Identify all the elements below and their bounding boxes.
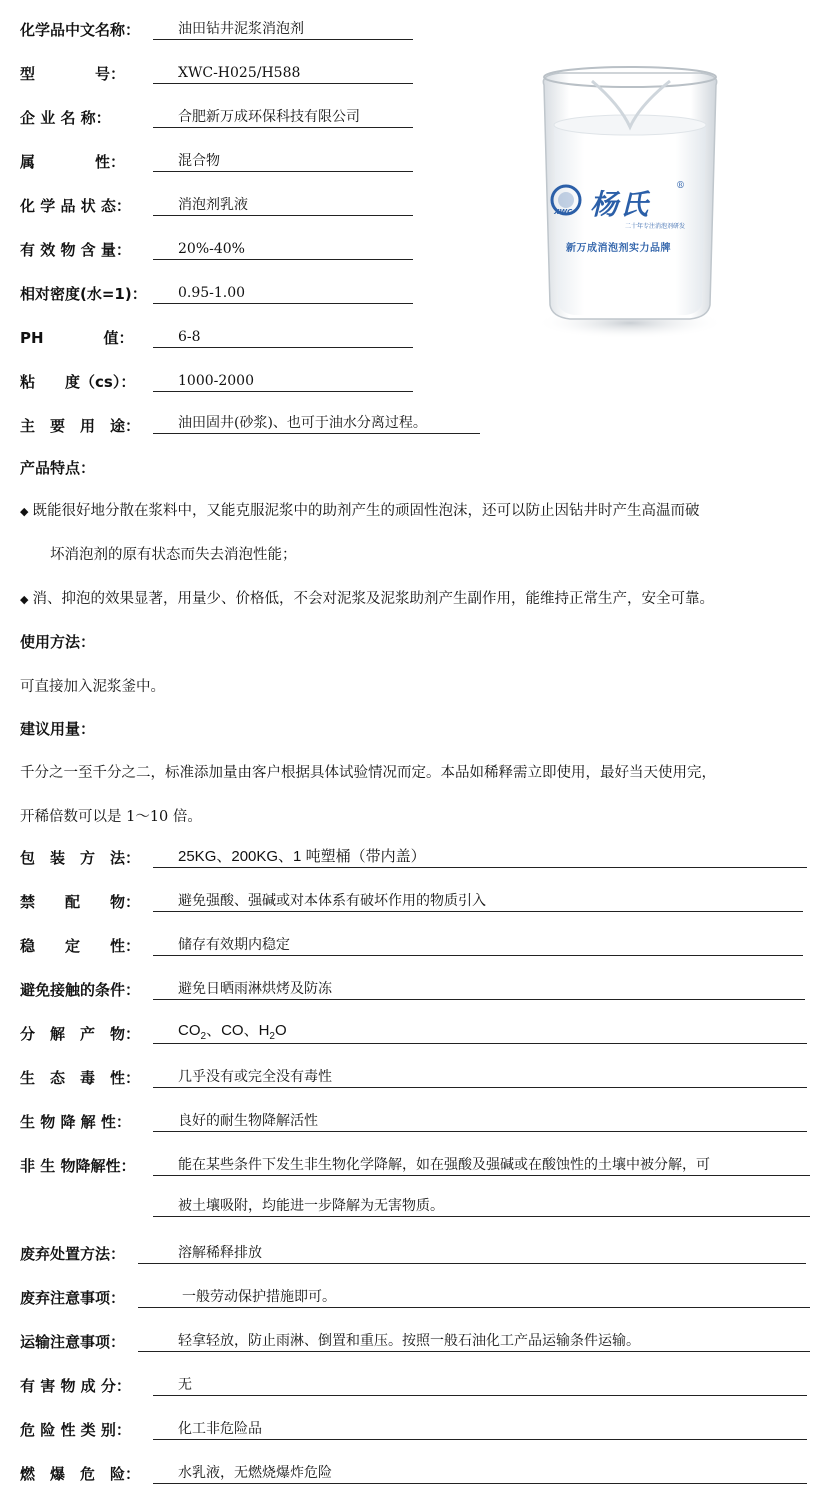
- field-value: 25KG、200KG、1 吨塑桶（带内盖）: [153, 848, 807, 868]
- brand-slogan: 新万成消泡剂实力品牌: [566, 243, 671, 254]
- field-label: 主 要 用 途：: [20, 417, 141, 435]
- field-value: 合肥新万成环保科技有限公司: [153, 108, 413, 128]
- diamond-bullet-icon: ◆: [20, 593, 29, 606]
- field-row-transport: [20, 1330, 125, 1352]
- field-value: 1000-2000: [153, 372, 413, 392]
- field-row-density: [20, 282, 147, 304]
- field-row-disposal-notes: [20, 1286, 125, 1308]
- field-row-company: [20, 106, 111, 128]
- field-row-hazardous: [20, 1374, 131, 1396]
- field-label: 粘 度（cs）：: [20, 373, 136, 391]
- field-label: 有 害 物 成 分：: [20, 1377, 131, 1395]
- field-label: 生 态 毒 性：: [20, 1069, 141, 1087]
- field-value: 溶解稀释排放: [138, 1244, 806, 1264]
- field-value: XWC-H025/H588: [153, 64, 413, 84]
- field-row-model: [20, 62, 125, 84]
- field-row-state: [20, 194, 131, 216]
- field-label: 属 性：: [20, 153, 126, 171]
- field-label: 危 险 性 类 别：: [20, 1421, 131, 1439]
- field-label: 运输注意事项：: [20, 1333, 126, 1351]
- field-label: 有 效 物 含 量：: [20, 241, 131, 259]
- field-label: 包 装 方 法：: [20, 849, 141, 867]
- field-label: 化 学 品 状 态：: [20, 197, 131, 215]
- field-value: 轻拿轻放，防止雨淋、倒置和重压。按照一般石油化工产品运输条件运输。: [138, 1332, 810, 1352]
- dosage-heading: 建议用量：: [20, 720, 96, 738]
- field-value-line2: 被土壤吸附，均能进一步降解为无害物质。: [153, 1197, 810, 1217]
- field-row-viscosity: [20, 370, 135, 392]
- field-label: 废弃处置方法：: [20, 1245, 126, 1263]
- field-row-abiotic: [20, 1154, 135, 1176]
- field-label: 避免接触的条件：: [20, 981, 141, 999]
- field-value: 化工非危险品: [153, 1420, 807, 1440]
- field-row-incompatible: [20, 890, 140, 912]
- product-beaker-image: [530, 55, 730, 345]
- dosage-text-line1: 千分之一至千分之二，标准添加量由客户根据具体试验情况而定。本品如稀释需立即使用，最好当天使用完，: [20, 765, 716, 781]
- field-value: 油田固井(砂浆)、也可于油水分离过程。: [153, 414, 480, 434]
- diamond-bullet-icon: ◆: [20, 505, 29, 518]
- field-value: 20%-40%: [153, 240, 413, 260]
- dosage-text-line2: 开稀倍数可以是 1～10 倍。: [20, 809, 202, 825]
- field-label: 禁 配 物：: [20, 893, 141, 911]
- feature-text: 消、抑泡的效果显著，用量少、价格低，不会对泥浆及泥浆助剂产生副作用，能维持正常生产，安全可靠。: [32, 591, 714, 607]
- brand-mark: XWC: [554, 208, 573, 216]
- brand-name: 杨氏: [590, 188, 651, 221]
- field-value: 无: [153, 1376, 807, 1396]
- feature-item-1-cont: 坏消泡剂的原有状态而失去消泡性能；: [50, 547, 297, 563]
- usage-text: 可直接加入泥浆釜中。: [20, 679, 165, 695]
- field-label: 分 解 产 物：: [20, 1025, 141, 1043]
- field-row-explosion: [20, 1462, 140, 1484]
- field-value: 良好的耐生物降解活性: [153, 1112, 807, 1132]
- field-row-hazard-class: [20, 1418, 131, 1440]
- field-value: 避免强酸、强碱或对本体系有破坏作用的物质引入: [153, 892, 803, 912]
- registered-mark: ®: [676, 181, 685, 191]
- field-row-packaging: [20, 846, 140, 868]
- field-value: 0.95-1.00: [153, 284, 413, 304]
- field-label: 稳 定 性：: [20, 937, 141, 955]
- field-row-disposal: [20, 1242, 125, 1264]
- field-row-avoid: [20, 978, 140, 1000]
- field-value: 几乎没有或完全没有毒性: [153, 1068, 807, 1088]
- field-label: 废弃注意事项：: [20, 1289, 126, 1307]
- field-row-use: [20, 414, 140, 436]
- field-value: 消泡剂乳液: [153, 196, 413, 216]
- usage-heading: 使用方法：: [20, 633, 96, 651]
- field-label: 非 生 物降解性：: [20, 1157, 136, 1175]
- field-row-ecotoxicity: [20, 1066, 140, 1088]
- field-label: 化学品中文名称：: [20, 21, 141, 39]
- brand-slogan-small: 二十年专注消泡剂研发: [625, 223, 686, 230]
- field-label: 生 物 降 解 性：: [20, 1113, 131, 1131]
- feature-item-2: [20, 587, 714, 608]
- field-row-decomposition: [20, 1022, 140, 1044]
- features-heading: 产品特点：: [20, 459, 96, 477]
- field-label: PH 值：: [20, 329, 134, 347]
- field-value: 混合物: [153, 152, 413, 172]
- field-value: 储存有效期内稳定: [153, 936, 803, 956]
- field-label: 相对密度(水=1)：: [20, 285, 147, 303]
- field-value-line1: 能在某些条件下发生非生物化学降解，如在强酸及强碱或在酸蚀性的土壤中被分解，可: [153, 1156, 810, 1176]
- field-value: 6-8: [153, 328, 413, 348]
- feature-item-1: [20, 499, 699, 520]
- field-row-content: [20, 238, 131, 260]
- field-row-stability: [20, 934, 140, 956]
- field-value: 水乳液，无燃烧爆炸危险: [153, 1464, 807, 1484]
- field-value: 避免日晒雨淋烘烤及防冻: [153, 980, 805, 1000]
- feature-text: 既能很好地分散在浆料中，又能克服泥浆中的助剂产生的顽固性泡沫，还可以防止因钻井时产生高温而破: [32, 503, 700, 519]
- field-row-biodegradation: [20, 1110, 131, 1132]
- field-label: 企 业 名 称：: [20, 109, 111, 127]
- field-row-ph: [20, 326, 134, 348]
- field-value: $CO_2$、CO、$H_2O$: [153, 1022, 807, 1044]
- field-row-property: [20, 150, 125, 172]
- field-value: 油田钻井泥浆消泡剂: [153, 20, 413, 40]
- field-label: 燃 爆 危 险：: [20, 1465, 141, 1483]
- field-row-name: [20, 18, 140, 40]
- field-value: 一般劳动保护措施即可。: [138, 1288, 810, 1308]
- field-label: 型 号：: [20, 65, 126, 83]
